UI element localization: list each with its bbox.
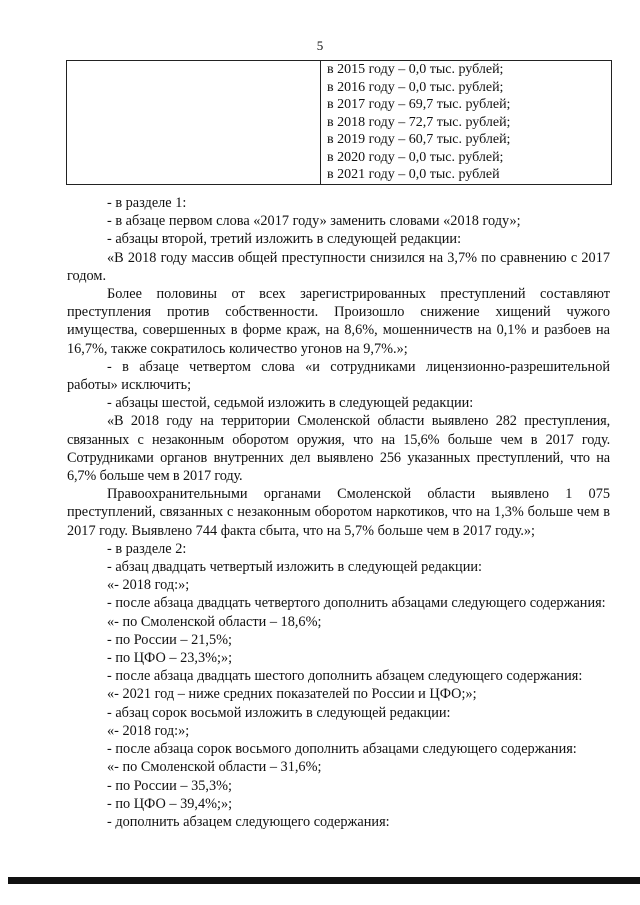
scan-edge-bar	[8, 877, 640, 884]
paragraph: - в разделе 2:	[107, 540, 187, 557]
paragraph: «В 2018 году на территории Смоленской области выявлено 282 преступления, связанных с незаконным оборотом оружия, что на 15,6% больше чем в 2017 году. Сотрудниками органов внутренних дел выявлено 256 указанных преступлений, что на 6,7% больше чем в 2017 году.	[67, 413, 610, 485]
paragraph: - по ЦФО – 23,3%;»;	[107, 650, 233, 667]
paragraph: Более половины от всех зарегистрированных преступлений составляют преступления против собственности. Произошло снижение хищений чужого имущества, совершенных в форме краж, на 8,6%, мошенничеств на 0,1% и разбоев на 16,7%, также сократилось количество угонов на 9,7%.»;	[67, 286, 610, 357]
paragraph: Правоохранительными органами Смоленской области выявлено 1 075 преступлений, связанных с незаконным оборотом наркотиков, что на 1,3% больше чем в 2017 году. Выявлено 744 факта сбыта, что на 5,7% больше чем в 2017 году.»;	[67, 486, 610, 539]
paragraph: «- по Смоленской области – 18,6%;	[107, 613, 322, 630]
table-line-2017: в 2017 году – 69,7 тыс. рублей;	[327, 97, 511, 112]
table-line-2019: в 2019 году – 60,7 тыс. рублей;	[327, 132, 511, 147]
paragraph: - абзацы второй, третий изложить в следующей редакции:	[107, 231, 462, 248]
paragraph: - по ЦФО – 39,4%;»;	[107, 795, 233, 812]
paragraph: - в абзаце четвертом слова «и сотрудниками лицензионно-разрешительной работы» исключить;	[67, 358, 610, 394]
paragraph: - в абзаце первом слова «2017 году» заменить словами «2018 году»;	[107, 213, 521, 230]
paragraph: - абзац двадцать четвертый изложить в следующей редакции:	[107, 559, 482, 576]
table-line-2020: в 2020 году – 0,0 тыс. рублей;	[327, 149, 504, 165]
page-number: 5	[316, 38, 324, 53]
paragraph: «- 2021 год – ниже средних показателей по России и ЦФО;»;	[107, 686, 477, 703]
table-empty-cell	[67, 61, 321, 184]
paragraph: «В 2018 году массив общей преступности снизился на 3,7% по сравнению с 2017 годом.	[67, 249, 610, 284]
paragraph: - абзац сорок восьмой изложить в следующей редакции:	[107, 704, 451, 721]
paragraph: - дополнить абзацем следующего содержания:	[107, 813, 390, 830]
paragraph: «- по Смоленской области – 31,6%;	[107, 759, 322, 776]
table-line-2015: в 2015 году – 0,0 тыс. рублей;	[327, 62, 504, 77]
paragraph: - абзацы шестой, седьмой изложить в следующей редакции:	[107, 395, 474, 412]
paragraph: - по России – 21,5%;	[107, 631, 232, 648]
paragraph: «- 2018 год:»;	[107, 577, 190, 594]
paragraph: - по России – 35,3%;	[107, 777, 232, 794]
paragraph: - после абзаца двадцать шестого дополнить абзацем следующего содержания:	[107, 668, 583, 685]
paragraph: - в разделе 1:	[107, 195, 187, 211]
paragraph: - после абзаца двадцать четвертого дополнить абзацами следующего содержания:	[107, 595, 606, 612]
budget-table	[66, 60, 612, 185]
paragraph: - после абзаца сорок восьмого дополнить абзацами следующего содержания:	[107, 741, 577, 758]
document-body	[67, 194, 610, 831]
table-line-2021: в 2021 году – 0,0 тыс. рублей	[327, 167, 500, 182]
paragraph: «- 2018 год:»;	[107, 722, 190, 739]
table-line-2016: в 2016 году – 0,0 тыс. рублей;	[327, 79, 504, 95]
table-years-cell	[321, 61, 510, 184]
table-line-2018: в 2018 году – 72,7 тыс. рублей;	[327, 114, 511, 130]
